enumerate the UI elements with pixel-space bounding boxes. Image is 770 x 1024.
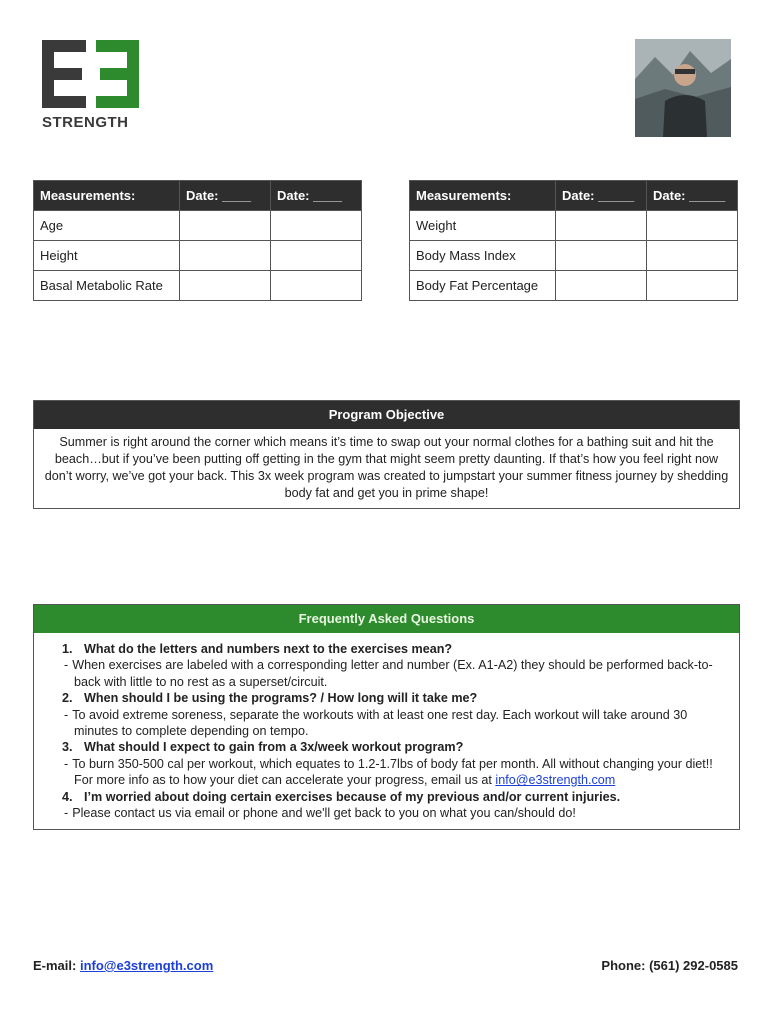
person-photo-icon xyxy=(635,39,731,137)
faq-question: 3. What should I expect to gain from a 3x/week workout program? xyxy=(62,740,464,755)
faq-answer: - To avoid extreme soreness, separate the workouts with at least one rest day. Each workout will take around 30 minutes to complete depending on tempo. xyxy=(64,707,688,739)
table-row xyxy=(34,271,362,301)
table-row xyxy=(34,241,362,271)
email-label: E-mail: xyxy=(33,958,77,973)
measurements-table-right xyxy=(409,180,738,301)
row-label: Body Mass Index xyxy=(410,241,556,271)
date-cell[interactable] xyxy=(647,211,738,241)
faq-section xyxy=(33,604,740,830)
row-label: Height xyxy=(34,241,180,271)
faq-list xyxy=(34,633,739,829)
footer-phone: Phone: (561) 292-0585 xyxy=(601,958,738,973)
row-label: Basal Metabolic Rate xyxy=(34,271,180,301)
table-row xyxy=(410,241,738,271)
logo-wordmark: STRENGTH xyxy=(42,114,129,131)
faq-question: 1. What do the letters and numbers next to the exercises mean? xyxy=(62,642,453,656)
table-row xyxy=(410,211,738,241)
date-cell[interactable] xyxy=(271,241,362,271)
column-header: Measurements: xyxy=(34,181,180,211)
row-label: Body Fat Percentage xyxy=(410,271,556,301)
measurements-table-left xyxy=(33,180,362,301)
date-cell[interactable] xyxy=(180,241,271,271)
date-header: Date: _____ xyxy=(556,181,647,211)
date-cell[interactable] xyxy=(556,271,647,301)
date-header: Date: _____ xyxy=(647,181,738,211)
faq-question: 2. When should I be using the programs? / How long will it take me? xyxy=(62,691,478,706)
faq-title: Frequently Asked Questions xyxy=(34,605,739,633)
date-header: Date: ____ xyxy=(271,181,362,211)
profile-photo xyxy=(635,39,731,137)
date-cell[interactable] xyxy=(271,271,362,301)
table-row xyxy=(34,211,362,241)
footer-email xyxy=(33,958,213,973)
row-label: Weight xyxy=(410,211,556,241)
date-cell[interactable] xyxy=(556,211,647,241)
date-cell[interactable] xyxy=(556,241,647,271)
program-objective-title: Program Objective xyxy=(34,401,739,429)
row-label: Age xyxy=(34,211,180,241)
faq-answer: - Please contact us via email or phone and we'll get back to you on what you can/should do! xyxy=(64,806,576,821)
date-cell[interactable] xyxy=(180,211,271,241)
column-header: Measurements: xyxy=(410,181,556,211)
table-row xyxy=(410,271,738,301)
e3-strength-logo xyxy=(42,40,142,132)
faq-answer: - When exercises are labeled with a corresponding letter and number (Ex. A1-A2) they should be performed back-to-back with little to no rest as a superset/circuit. xyxy=(64,658,713,689)
date-cell[interactable] xyxy=(647,271,738,301)
date-cell[interactable] xyxy=(647,241,738,271)
footer-email-link[interactable]: info@e3strength.com xyxy=(79,958,214,973)
date-cell[interactable] xyxy=(271,211,362,241)
program-objective-section xyxy=(33,400,740,509)
e3-logo-mark-icon xyxy=(42,40,142,110)
faq-answer: - To burn 350-500 cal per workout, which equates to 1.2-1.7lbs of body fat per month. All without changing your diet!! For more info as to how your diet can accelerate your progress, email us at info@e3strength.com xyxy=(64,756,713,788)
program-objective-text: Summer is right around the corner which means it’s time to swap out your normal clothes for a bathing suit and hit the beach…but if you’ve been putting off getting in the gym that might seem pretty daunting. If that’s how you feel right now don’t worry, we’ve got your back. This 3x week program was created to jumpstart your summer fitness journey by shedding body fat and get you in prime shape! xyxy=(44,435,729,500)
faq-question: 4. I’m worried about doing certain exercises because of my previous and/or current injuries. xyxy=(62,789,621,804)
date-header: Date: ____ xyxy=(180,181,271,211)
date-cell[interactable] xyxy=(180,271,271,301)
faq-email-link[interactable]: info@e3strength.com xyxy=(495,773,616,788)
